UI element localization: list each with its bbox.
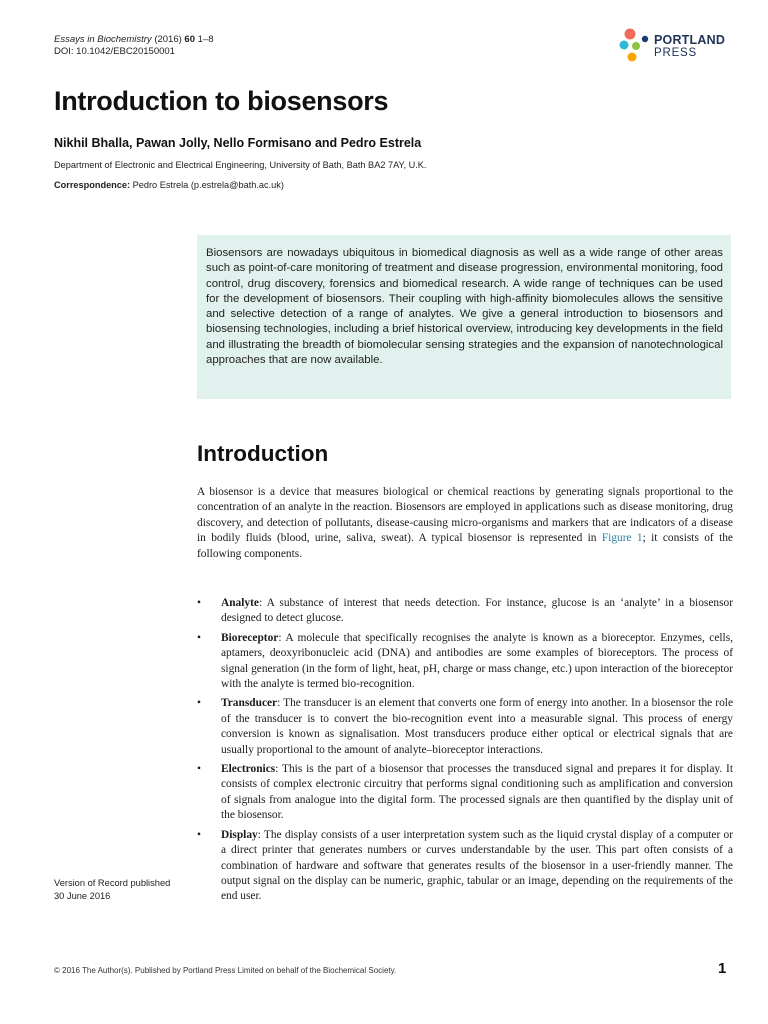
logo-dot-coral [625, 29, 636, 40]
list-item [197, 828, 733, 905]
list-item-term: Analyte [221, 597, 259, 609]
journal-volume: 60 [184, 34, 195, 45]
article-title: Introduction to biosensors [54, 86, 389, 116]
journal-line [54, 34, 214, 46]
introduction-heading: Introduction [197, 441, 329, 466]
version-of-record-note [54, 877, 194, 902]
list-item-text: : The display consists of a user interpretation system such as the liquid crystal display of a computer or a direct printer that generates numbers or curves understandable by the user. This part often consists of a combination of hardware and software that generates results of the biosensor in a user-friendly manner. The output signal on the display can be numeric, graphic, tabular or an image, depending on the requirements of the end user. [221, 828, 733, 903]
correspondence-label: Correspondence: [54, 180, 131, 190]
copyright-icon: © [54, 966, 60, 975]
list-item-term: Display [221, 828, 258, 841]
list-item-term: Transducer [221, 697, 278, 710]
list-item [197, 696, 733, 758]
article-authors: Nikhil Bhalla, Pawan Jolly, Nello Formisano and Pedro Estrela [54, 136, 422, 150]
list-item-text: : The transducer is an element that converts one form of energy into another. In a biosensor the role of the transducer is to convert the bio-recognition event into a measurable signal. This process of energy conversion is known as signalisation. Most transducers produce either optical or electrical signals that are usually proportional to the amount of analyte–bioreceptor interactions. [221, 697, 733, 756]
list-item-term: Electronics [221, 763, 276, 776]
abstract-text: Biosensors are nowadays ubiquitous in biomedical diagnosis as well as a wide range of other areas such as point-of-care monitoring of treatment and disease progression, environmental monitoring, food control, drug discovery, forensics and biomedical research. A wide range of techniques can be used for the development of biosensors. Their coupling with high-affinity biomolecules allows the sensitive and selective detection of a range of analytes. We give a general introduction to biosensors and biosensing technologies, including a brief historical overview, introducing key developments in the field and illustrating the breadth of biomolecular sensing strategies and the expansion of nanotechnological approaches that are now available. [206, 247, 723, 367]
bullet-icon: • [197, 631, 201, 644]
component-list [197, 596, 733, 909]
logo-dots-icon [618, 28, 652, 64]
journal-pages: 1–8 [197, 34, 214, 45]
correspondence-text: Pedro Estrela (p.estrela@bath.ac.uk) [130, 180, 284, 190]
list-item-text: : A molecule that specifically recognises the analyte is known as a bioreceptor. Enzymes, cells, aptamers, deoxyribonucleic acid (DNA) and antibodies are some examples of bioreceptors. The process of signal generation (in the form of light, heat, pH, charge or mass change, etc.) upon interaction of the bioreceptor with the analyte is termed bio-recognition. [221, 631, 733, 691]
page-number: 1 [718, 960, 727, 977]
list-item-text: : This is the part of a biosensor that processes the transduced signal and prepares it for display. It consists of complex electronic circuitry that performs signal conditioning such as amplification and conversion of signals from analogue into the digital form. The processed signals are then quantified by the display unit of the biosensor. [221, 763, 733, 822]
logo-dot-cyan [620, 41, 629, 50]
article-affiliation: Department of Electronic and Electrical Engineering, University of Bath, Bath BA2 7AY, U.K. [54, 160, 427, 170]
logo-dot-green [632, 42, 640, 50]
list-item [197, 762, 733, 824]
journal-citation [54, 34, 214, 58]
journal-name: Essays in Biochemistry [54, 34, 152, 45]
list-item-text: : A substance of interest that needs detection. For instance, glucose is an ‘analyte’ in a biosensor designed to detect glucose. [221, 597, 733, 625]
copyright-footer [54, 966, 396, 975]
bullet-icon: • [197, 597, 201, 609]
logo-dot-navy [642, 36, 648, 42]
list-item [197, 596, 733, 627]
logo-text [654, 34, 725, 60]
journal-year: (2016) [154, 34, 182, 45]
logo-line-portland: PORTLAND [654, 33, 726, 47]
intro-text-before: A biosensor is a device that measures biological or chemical reactions by generating signals proportional to the concentration of an analyte in the reaction. Biosensors are employed in applications such as disease monitoring, drug discovery, and detection of pollutants, disease-causing micro-organisms and markers that are indicators of a disease in bodily fluids (blood, urine, saliva, sweat). A typical biosensor is represented in [197, 486, 733, 545]
list-item [197, 631, 733, 693]
figure-1-link[interactable]: Figure 1 [601, 532, 643, 545]
logo-line-press: PRESS [654, 47, 697, 59]
intro-text-after: ; it consists of the following components. [197, 532, 733, 560]
doi: DOI: 10.1042/EBC20150001 [54, 46, 175, 57]
vor-date: 30 June 2016 [54, 890, 111, 901]
abstract-box [197, 235, 731, 399]
logo-dot-orange [628, 53, 637, 62]
vor-line-1: Version of Record published [54, 878, 171, 888]
introduction-paragraph [197, 485, 733, 562]
portland-press-logo [618, 26, 734, 66]
correspondence [54, 180, 284, 190]
bullet-icon: • [197, 763, 201, 776]
bullet-icon: • [197, 697, 201, 710]
list-item-term: Bioreceptor [221, 631, 279, 644]
bullet-icon: • [197, 828, 201, 841]
copyright-text: 2016 The Author(s). Published by Portland Press Limited on behalf of the Biochemical Society. [59, 966, 397, 975]
